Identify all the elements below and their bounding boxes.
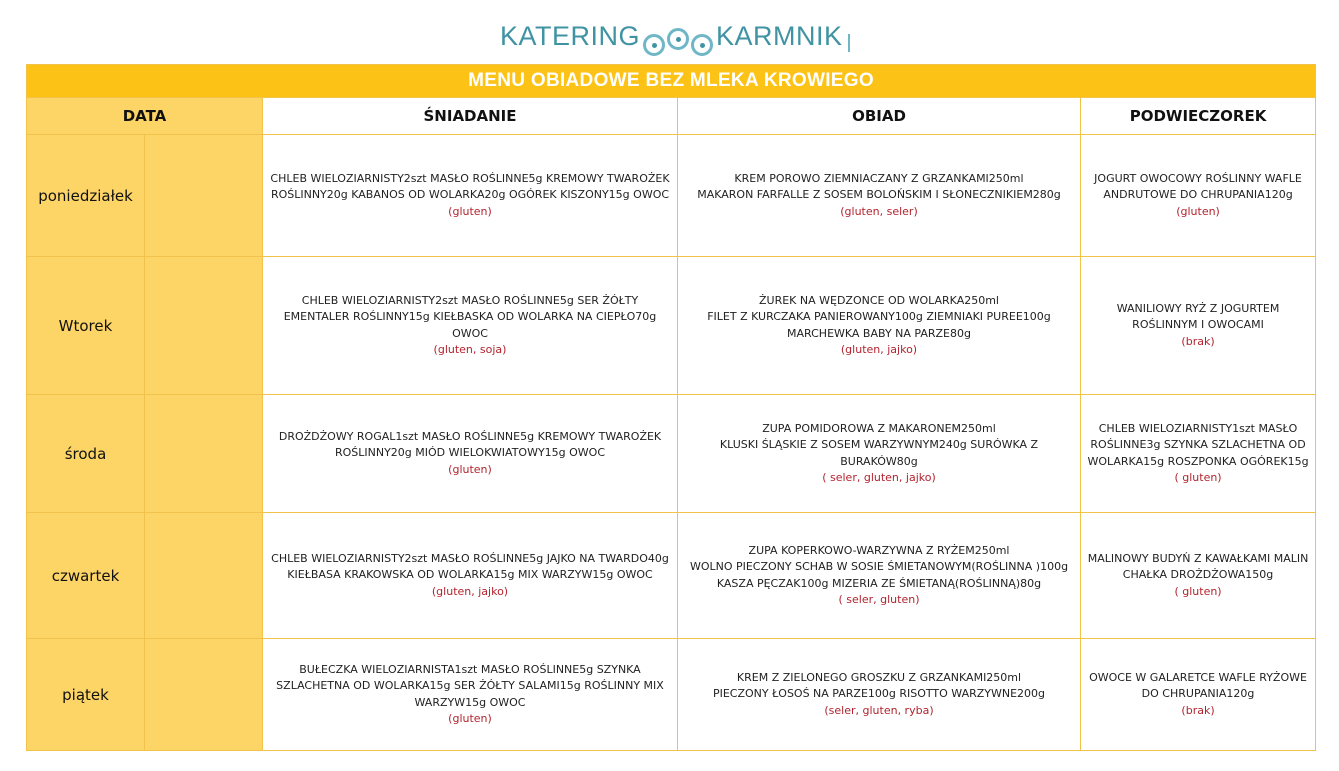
lunch-cell [678,135,1081,257]
meal-line: CHLEB WIELOZIARNISTY2szt MASŁO ROŚLINNE5g JAJKO NA TWARDO40g [271,551,669,565]
bird-icon [691,34,713,56]
meal-line: CHLEB WIELOZIARNISTY1szt MASŁO [1098,421,1298,435]
meal-line: ZUPA POMIDOROWA Z MAKARONEM250ml [762,421,996,435]
day-name: Wtorek [27,257,145,395]
header-snack: PODWIECZOREK [1081,98,1316,135]
day-row [27,257,1316,395]
allergens: ( seler, gluten, jajko) [822,471,936,484]
meal-line: WOLARKA15g ROSZPONKA OGÓREK15g [1087,454,1309,468]
breakfast-cell [263,135,678,257]
meal-line: DROŻDŻOWY ROGAL1szt MASŁO ROŚLINNE5g KREMOWY TWAROŻEK [278,429,662,443]
allergens: (gluten, jajko) [431,584,509,598]
allergens: (gluten) [448,462,492,476]
meal-line: ZUPA KOPERKOWO-WARZYWNA Z RYŻEM250ml [748,543,1010,557]
day-spacer [145,513,263,639]
logo-text-right: KARMNIK [716,21,843,51]
day-spacer [145,639,263,751]
lunch-cell [678,639,1081,751]
allergens: ( gluten) [1174,584,1222,598]
day-name: środa [27,395,145,513]
snack-cell [1081,135,1316,257]
meal-line: ROŚLINNE3g SZYNKA SZLACHETNA OD [1090,438,1306,451]
meal-line: DO CHRUPANIA120g [1141,687,1255,701]
meal-line: WARZYW15g OWOC [414,695,526,709]
allergens: ( gluten) [1174,471,1222,484]
allergens: (brak) [1181,334,1215,348]
meal-line: CHLEB WIELOZIARNISTY2szt MASŁO ROŚLINNE5g KREMOWY TWAROŻEK [270,171,670,185]
meal-line: CHAŁKA DROŻDŻOWA150g [1122,568,1274,582]
bird-icon [667,28,689,50]
allergens: (gluten, soja) [433,343,507,356]
snack-cell [1081,513,1316,639]
menu-title: MENU OBIADOWE BEZ MLEKA KROWIEGO [27,65,1316,98]
logo-text-left: KATERING [500,21,641,51]
snack-cell [1081,639,1316,751]
breakfast-cell [263,639,678,751]
bird-icon [643,34,665,56]
meal-line: ROŚLINNY20g KABANOS OD WOLARKA20g OGÓREK KISZONY15g OWOC [270,188,670,202]
meal-line: JOGURT OWOCOWY ROŚLINNY WAFLE [1094,171,1302,185]
meal-line: WOLNO PIECZONY SCHAB W SOSIE ŚMIETANOWYM(ROŚLINNA )100g [689,560,1069,573]
meal-line: MALINOWY BUDYŃ Z KAWAŁKAMI MALIN [1087,551,1309,565]
allergens: (gluten) [448,712,492,725]
header-lunch: OBIAD [678,98,1081,135]
meal-line: BUŁECZKA WIELOZIARNISTA1szt MASŁO ROŚLINNE5g SZYNKA [299,662,641,676]
meal-line: PIECZONY ŁOSOŚ NA PARZE100g RISOTTO WARZYWNE200g [712,687,1046,701]
day-name: piątek [27,639,145,751]
breakfast-cell [263,513,678,639]
allergens: (gluten) [1176,204,1220,218]
day-spacer [145,135,263,257]
lunch-cell [678,395,1081,513]
logo [500,14,843,58]
meal-line: KASZA PĘCZAK100g MIZERIA ZE ŚMIETANĄ(ROŚLINNĄ)80g [716,576,1042,590]
lunch-cell [678,257,1081,395]
meal-line: MAKARON FARFALLE Z SOSEM BOLOŃSKIM I SŁONECZNIKIEM280g [697,188,1061,202]
allergens: (brak) [1181,703,1215,717]
allergens: (gluten, seler) [840,204,918,218]
meal-line: OWOCE W GALARETCE WAFLE RYŻOWE [1089,670,1307,684]
snack-cell [1081,395,1316,513]
meal-line: ŻUREK NA WĘDZONCE OD WOLARKA250ml [758,293,999,307]
meal-line: MARCHEWKA BABY NA PARZE80g [787,326,971,340]
allergens: ( seler, gluten) [838,593,920,606]
breakfast-cell [263,257,678,395]
allergens: (gluten, jajko) [840,343,918,356]
header-date: DATA [27,98,263,135]
breakfast-cell [263,395,678,513]
meal-line: KIEŁBASA KRAKOWSKA OD WOLARKA15g MIX WARZYW15g OWOC [287,568,653,582]
lunch-cell [678,513,1081,639]
day-name: czwartek [27,513,145,639]
meal-line: ROŚLINNY20g MIÓD WIELOKWIATOWY15g OWOC [334,446,606,460]
menu-table [26,64,1316,751]
title-row [27,65,1316,98]
snack-cell [1081,257,1316,395]
day-row [27,135,1316,257]
meal-line: KLUSKI ŚLĄSKIE Z SOSEM WARZYWNYM240g SURÓWKA Z [719,438,1039,451]
day-name: poniedziałek [27,135,145,257]
meal-line: CHLEB WIELOZIARNISTY2szt MASŁO ROŚLINNE5g SER ŻÓŁTY [301,293,639,307]
meal-line: KREM Z ZIELONEGO GROSZKU Z GRZANKAMI250ml [736,670,1022,684]
meal-line: EMENTALER ROŚLINNY15g KIEŁBASKA OD WOLARKA NA CIEPŁO70g [283,310,657,323]
meal-line: SZLACHETNA OD WOLARKA15g SER ŻÓŁTY SALAMI15g ROŚLINNY MIX [276,679,664,692]
day-row [27,639,1316,751]
meal-line: ROŚLINNYM I OWOCAMI [1132,318,1264,332]
day-spacer [145,395,263,513]
allergens: (seler, gluten, ryba) [824,703,934,717]
meal-line: OWOC [452,326,488,340]
day-row [27,395,1316,513]
meal-line: BURAKÓW80g [840,454,918,468]
day-row [27,513,1316,639]
header-row [27,98,1316,135]
day-spacer [145,257,263,395]
meal-line: WANILIOWY RYŻ Z JOGURTEM [1116,301,1280,315]
meal-line: FILET Z KURCZAKA PANIEROWANY100g ZIEMNIAKI PUREE100g [707,310,1051,323]
allergens: (gluten) [448,204,492,218]
meal-line: KREM POROWO ZIEMNIACZANY Z GRZANKAMI250ml [734,171,1024,185]
meal-line: ANDRUTOWE DO CHRUPANIA120g [1103,188,1293,202]
birds-icon [642,16,714,56]
header-breakfast: ŚNIADANIE [263,98,678,135]
